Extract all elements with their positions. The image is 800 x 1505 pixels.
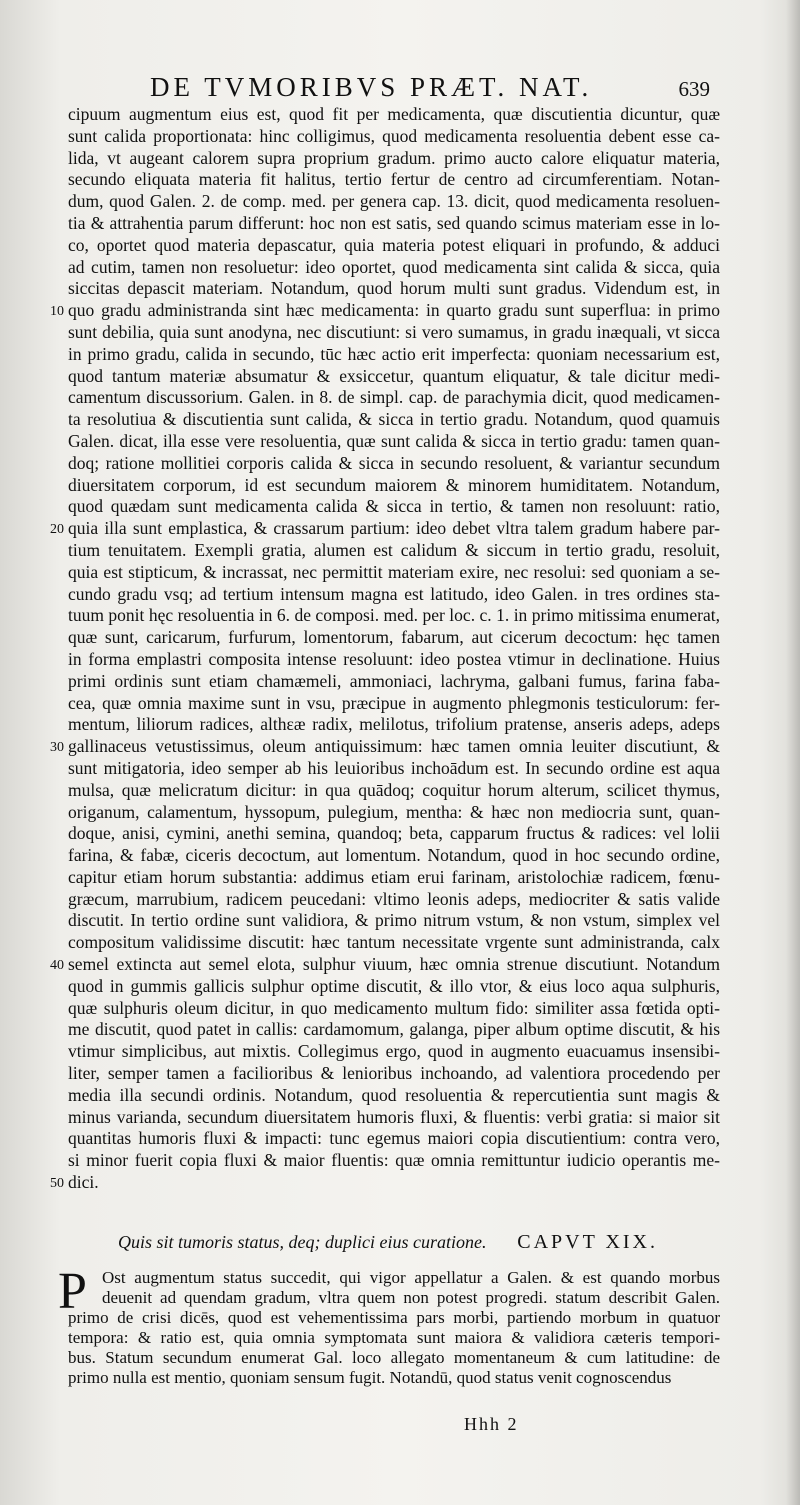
line-text: si minor fuerit copia fluxi & maior fluentis: quæ omnia remittuntur iudicio operantis me- <box>68 1150 720 1171</box>
line-text: capitur etiam horum substantia: addimus etiam erui farinam, aristolochiæ radicem, fœnu- <box>68 866 720 887</box>
text-line <box>50 910 720 932</box>
line-text: quæ sulphuris oleum dicitur, in quo medicamento multum fido: similiter assa fœtida opti- <box>68 997 720 1018</box>
text-line <box>50 845 720 867</box>
line-text: in forma emplastri composita intense resoluunt: ideo postea vtimur in declinatione. Huius <box>68 648 720 669</box>
text-line <box>50 932 720 954</box>
line-text: sunt debilia, quia sunt anodyna, nec discutiunt: si vero sumamus, in gradu inæquali, vt sicca <box>68 321 720 342</box>
line-text: secundo eliquata materia fit halitus, tertio fertur de centro ad circumferentiam. Notan- <box>68 169 720 190</box>
chapter-line: primo de crisi dicēs, quod est vehementissima pars morbi, partiendo morbum in quatuor <box>68 1308 720 1327</box>
line-text: media illa secundi ordinis. Notandum, quod resoluentia & repercutientia sunt magis & <box>68 1084 720 1105</box>
text-line <box>50 605 720 627</box>
chapter-subtitle: Quis sit tumoris status, deq; duplici eius curatione. <box>118 1232 487 1252</box>
text-line <box>50 1063 720 1085</box>
line-text: dici. <box>68 1172 99 1193</box>
line-text: dum, quod Galen. 2. de comp. med. per genera cap. 13. dicit, quod medicamenta resoluen- <box>68 191 720 212</box>
line-text: quod quædam sunt medicamenta calida & sicca in tertio, & tamen non resoluunt: ratio, <box>68 496 720 517</box>
line-number: 30 <box>50 740 64 756</box>
text-line <box>50 584 720 606</box>
chapter-line: tempora: & ratio est, quia omnia symptomata sunt maiora & validiora cæteris tempori- <box>68 1328 720 1347</box>
text-line <box>50 475 720 497</box>
line-text: quia illa sunt emplastica, & crassarum partium: ideo debet vltra talem gradum habere par- <box>68 518 720 539</box>
text-line <box>50 714 720 736</box>
chapter-body <box>58 1263 720 1388</box>
line-text: quo gradu administranda sint hæc medicamenta: in quarto gradu sunt superflua: in primo <box>68 300 720 321</box>
line-text: discutit. In tertio ordine sunt validiora, & primo nitrum vstum, & non vstum, simplex vel <box>68 910 720 931</box>
line-text: siccitas depascit materiam. Notandum, quod horum multi sunt gradus. Videndum est, in <box>68 278 720 299</box>
line-text: doq; ratione mollitiei corporis calida & sicca in secundo resoluent, & variantur secundum <box>68 452 720 473</box>
text-line <box>50 976 720 998</box>
text-line <box>50 627 720 649</box>
line-number: 10 <box>50 304 64 320</box>
text-line <box>50 758 720 780</box>
text-line <box>50 366 720 388</box>
text-line <box>50 780 720 802</box>
text-line <box>50 1019 720 1041</box>
chapter-line: deuenit ad quendam gradum, vltra quem non potest progredi. statum describit Galen. <box>102 1288 720 1307</box>
text-line <box>50 1041 720 1063</box>
line-text: minus varianda, secundum diuersitatem humoris fluxi, & fluentis: verbi gratia: si maior sit <box>68 1106 720 1127</box>
line-text: quod in gummis gallicis sulphur optime discutit, & illo vtor, & eius loco aqua sulphuris, <box>68 975 720 996</box>
line-text: cea, quæ omnia maxime sunt in vsu, præcipue in augmento phlegmonis testiculorum: fer- <box>68 692 720 713</box>
line-text: liter, semper tamen a facilioribus & lenioribus inchoando, ad valentiora procedendo per <box>68 1063 720 1084</box>
line-text: tuum ponit hęc resoluentia in 6. de composi. med. per loc. c. 1. in primo mitissima enumerat, <box>68 605 720 626</box>
chapter-line: bus. Statum secundum enumerat Gal. loco allegato momentaneum & cum latitudine: de <box>68 1348 720 1367</box>
chapter-line: Ost augmentum status succedit, qui vigor appellatur a Galen. & est quando morbus <box>102 1268 720 1287</box>
text-line <box>50 453 720 475</box>
text-line <box>50 1128 720 1150</box>
running-head <box>150 72 710 102</box>
line-text: vtimur simplicibus, aut mixtis. Collegimus ergo, quod in augmento euacuamus insensibi- <box>68 1041 720 1062</box>
line-text: cipuum augmentum eius est, quod fit per medicamenta, quæ discutientia dicuntur, quæ <box>68 104 720 124</box>
text-line <box>50 213 720 235</box>
text-line <box>50 169 720 191</box>
text-line <box>50 300 720 322</box>
drop-capital: P <box>58 1263 87 1320</box>
text-line <box>50 409 720 431</box>
line-text: ad cutim, tamen non resoluetur: ideo oportet, quod medicamenta sint calida & sicca, quia <box>68 256 720 277</box>
text-line <box>50 104 720 126</box>
running-title: DE TVMORIBVS PRÆT. NAT. <box>150 72 593 102</box>
page-edge-shadow <box>786 0 800 1505</box>
text-line <box>50 278 720 300</box>
text-line <box>50 736 720 758</box>
text-line <box>50 431 720 453</box>
text-line <box>50 257 720 279</box>
text-line <box>50 1172 720 1194</box>
line-text: tium tenuitatem. Exempli gratia, alumen est calidum & siccum in tertio gradu, resoluit, <box>68 539 720 560</box>
text-line <box>50 954 720 976</box>
text-line <box>50 649 720 671</box>
chapter-label: CAPVT XIX. <box>517 1231 658 1253</box>
text-line <box>50 322 720 344</box>
text-line <box>50 387 720 409</box>
chapter-line: primo nulla est mentio, quoniam sensum fugit. Notandū, quod status venit cognoscendus <box>68 1368 672 1387</box>
text-line <box>50 344 720 366</box>
signature-mark: Hhh 2 <box>464 1414 519 1434</box>
text-line <box>50 191 720 213</box>
text-line <box>50 148 720 170</box>
line-number: 50 <box>50 1176 64 1192</box>
line-text: quæ sunt, caricarum, furfurum, lomentorum, fabarum, aut cicerum decoctum: hęc tamen <box>68 627 720 648</box>
line-text: camentum discussorium. Galen. in 8. de simpl. cap. de parachymia dicit, quod medicamen- <box>68 387 720 408</box>
line-text: mentum, liliorum radices, althεæ radix, melilotus, trifolium pratense, anseris adeps, adeps <box>68 714 720 735</box>
main-paragraph <box>50 104 720 1194</box>
line-text: sunt calida proportionata: hinc colligimus, quod medicamenta resoluentia debent esse ca- <box>68 125 720 146</box>
text-line <box>50 1107 720 1129</box>
line-text: semel extincta aut semel elota, sulphur viuum, hæc omnia strenue discutiunt. Notandum <box>68 954 720 975</box>
text-line <box>50 867 720 889</box>
line-text: gallinaceus vetustissimus, oleum antiquissimum: hæc tamen omnia leuiter discutiunt, & <box>68 736 720 757</box>
line-text: græcum, marrubium, radicem peucedani: vltimo leonis adeps, mediocriter & satis valide <box>68 888 720 909</box>
text-line <box>50 1150 720 1172</box>
text-line <box>50 1085 720 1107</box>
chapter-heading <box>118 1228 658 1256</box>
line-text: co, oportet quod materia depascatur, quia materia potest eliquari in profundo, & adduci <box>68 234 720 255</box>
line-text: quod tantum materiæ absumatur & exsiccetur, quantum eliquatur, & tale dicitur medi- <box>68 365 720 386</box>
line-number: 20 <box>50 522 64 538</box>
text-line <box>50 562 720 584</box>
line-text: primi ordinis sunt etiam chamæmeli, ammoniaci, lachryma, galbani fumus, farina faba- <box>68 670 720 691</box>
line-text: compositum validissime discutit: hæc tantum necessitate vrgente sunt administranda, calx <box>68 932 720 953</box>
line-number: 40 <box>50 958 64 974</box>
text-line <box>50 126 720 148</box>
text-line <box>50 823 720 845</box>
line-text: mulsa, quæ melicratum dicitur: in qua quādoq; coquitur horum alterum, scilicet thymus, <box>68 779 720 800</box>
text-line <box>50 540 720 562</box>
line-text: cundo gradu vsq; ad tertium intensum magna est latitudo, ideo Galen. in tres ordines sta- <box>68 583 720 604</box>
line-text: quantitas humoris fluxi & impacti: tunc egemus maiori copia discutientium: contra vero, <box>68 1128 720 1149</box>
line-text: ta resolutiua & discutientia sunt calida, & sicca in tertio gradu. Notandum, quod quamuis <box>68 409 720 430</box>
line-text: me discutit, quod patet in callis: cardamomum, galanga, piper album optime discutit, & his <box>68 1019 720 1040</box>
text-line <box>50 998 720 1020</box>
line-text: doque, anisi, cymini, anethi semina, quandoq; beta, capparum fructus & radices: vel lolii <box>68 823 720 844</box>
line-text: diuersitatem corporum, id est secundum maiorem & minorem humiditatem. Notandum, <box>68 474 720 495</box>
text-line <box>50 671 720 693</box>
line-text: lida, vt augeant calorem supra proprium gradum. primo aucto calore eliquatur materia, <box>68 147 720 168</box>
text-line <box>50 496 720 518</box>
text-line <box>50 518 720 540</box>
line-text: tia & attrahentia parum differunt: hoc non est satis, sed quando scimus materiam esse in lo- <box>68 212 720 233</box>
text-line <box>50 235 720 257</box>
line-text: quia est stipticum, & incrassat, nec permittit materiam exire, nec resolui: sed quoniam a se- <box>68 561 720 582</box>
text-line <box>50 693 720 715</box>
line-text: origanum, calamentum, hyssopum, pulegium, mentha: & hæc non mediocria sunt, quan- <box>68 801 720 822</box>
line-text: Galen. dicat, illa esse vere resoluentia, quæ sunt calida & sicca in tertio gradu: tamen quan- <box>68 430 720 451</box>
page-number: 639 <box>678 77 710 101</box>
line-text: farina, & fabæ, ciceris decoctum, aut lomentum. Notandum, quod in hoc secundo ordine, <box>68 845 720 866</box>
text-line <box>50 802 720 824</box>
line-text: sunt mitigatoria, ideo semper ab his leuioribus inchoādum est. In secundo ordine est aqua <box>68 757 720 778</box>
line-text: in primo gradu, calida in secundo, tūc hæc actio erit imperfecta: quoniam necessarium est, <box>68 343 720 364</box>
text-line <box>50 889 720 911</box>
